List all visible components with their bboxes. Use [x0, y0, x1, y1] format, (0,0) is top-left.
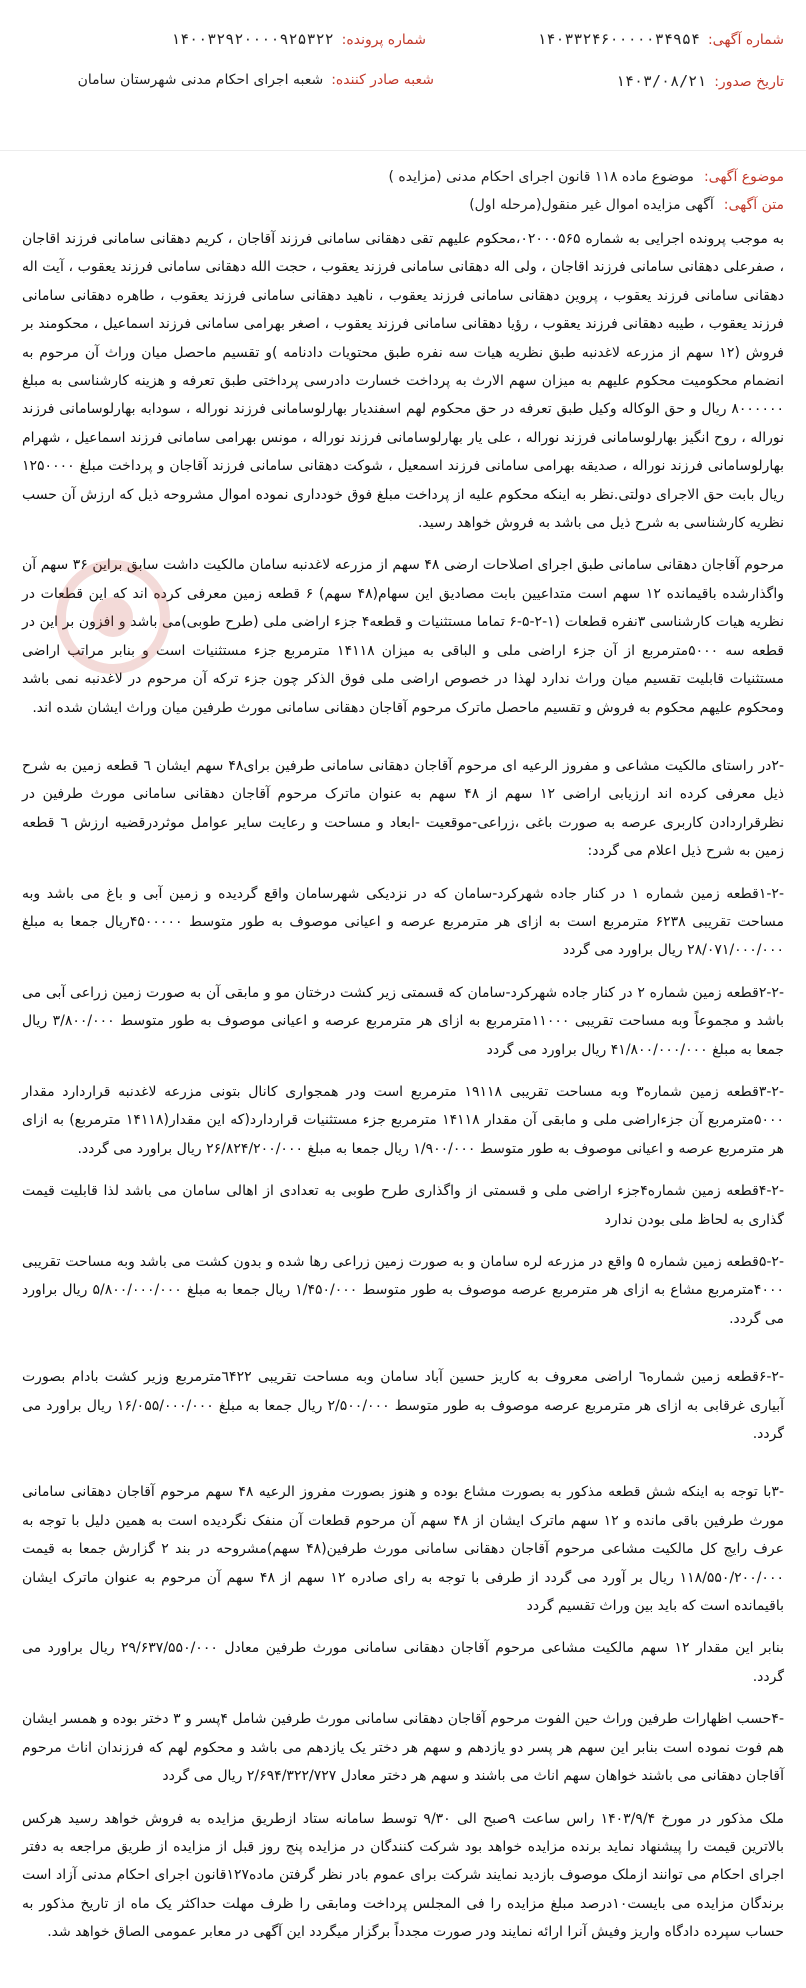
paragraph-2-5: -۵-۲قطعه زمین شماره ۵ واقع در مزرعه لره سامان و به صورت زمین زراعی رها شده و بدون کشت می باشد وبه مساحت تقریبی ۴۰۰۰مترمربع مشاع به ازای هر مترمربع عرصه موصوف به طور متوسط ۱/۴۵۰/۰۰۰ ریال جمعا به مبلغ ۵/۸۰۰/۰۰۰/۰۰۰ ریال براورد می گردد.	[22, 1254, 785, 1327]
paragraph-2-6: -۶-۲قطعه زمین شماره٦ اراضی معروف به کاریز حسین آباد سامان وبه مساحت تقریبی ٦۴۲۲مترمربع وزیر کشت بادام بصورت آبیاری غرقابی به ازای هر مترمربع عرصه موصوف به طور متوسط ۲/۵۰۰/۰۰۰ ریال جمعا به مبلغ ۱۶/۰۵۵/۰۰۰/۰۰۰ ریال براورد می گردد.	[22, 1369, 785, 1443]
ad-header	[0, 0, 806, 151]
case-number: ۱۴۰۰۳۲۹۲۰۰۰۰۹۲۵۳۲۲	[171, 30, 334, 48]
paragraph-3-conclusion: بنابر این مقدار ۱۲ سهم مالکیت مشاعی مرحوم آقاجان دهقانی سامانی مورث طرفین معادل ۲۹/۶۳۷/۵۵۰/۰۰۰ ریال براورد می گردد.	[22, 1640, 785, 1685]
text-label: متن آگهی:	[723, 197, 784, 213]
paragraph-2-2: -۲-۲قطعه زمین شماره ۲ در کنار جاده شهرکرد-سامان که قسمتی زیر کشت درختان مو و مابقی آن به صورت زمین زراعی آبی می باشد و مجموعاً وبه مساحت تقریبی ۱۱۰۰۰مترمربع به ازای هر مترمربع عرصه و اعیانی موصوف به طور متوسط ۳/۸۰۰/۰۰۰ ریال جمعا به مبلغ ۴۱/۸۰۰/۰۰۰/۰۰۰ ریال براورد می گردد	[22, 984, 785, 1058]
paragraph-3: -۳با توجه به اینکه شش قطعه مذکور به بصورت مشاع بوده و هنوز بصورت مفروز الرعیه ۴۸ سهم مرحوم آقاجان دهقانی سامانی مورث طرفین باقی مانده و ۱۲ سهم ماترک ایشان از ۴۸ سهم آن مرحوم قطعات آن منفک نگردیده است به همین دلیل با توجه به عرف رایج کل مالکیت مشاعی مرحوم آقاجان دهقانی سامانی مورث طرفین(۴۸ سهم)مشروحه در بند ۲ گزارش جمعا به قیمت ۱۱۸/۵۵۰/۲۰۰/۰۰۰ ریال بر آورد می گردد از طرفی با توجه به رای صادره ۱۲ سهم از ۴۸ سهم آن مرحوم به عنوان ماترک ایشان باقیمانده است که باید بین وراث تقسیم گردد	[22, 1484, 785, 1615]
paragraph-2-3: -۳-۲قطعه زمین شماره۳ وبه مساحت تقریبی ۱۹۱۱۸ مترمربع است ودر همجواری کانال بتونی مزرعه لاغدنبه قراردارد مقدار ۵۰۰۰مترمربع آن جزءاراضی ملی و مابقی آن مقدار ۱۴۱۱۸ مترمربع جزء مستثنیات قراردارد(که این مقدار(۱۴۱۱۸ مترمربع) به ازای هر مترمربع عرصه و اعیانی موصوف به طور متوسط ۱/۹۰۰/۰۰۰ ریال جمعا به مبلغ ۲۶/۸۲۴/۲۰۰/۰۰۰ ریال براورد می گردد.	[22, 1083, 785, 1157]
issuer-row	[78, 72, 434, 88]
paragraph-2-1: -۱-۲قطعه زمین شماره ۱ در کنار جاده شهرکرد-سامان که در نزدیکی شهرسامان واقع گردیده و زمین آبی و باغ می باشد وبه مساحت تقریبی ۶۲۳۸ مترمربع است به ازای هر مترمربع عرصه و اعیانی موصوف به طور متوسط ۴۵۰۰۰۰۰ریال جمعا به مبلغ ۲۸/۰۷۱/۰۰۰/۰۰۰ ریال براورد می گردد	[22, 885, 784, 959]
paragraph-auction: ملک مذکور در مورخ ۱۴۰۳/۹/۴ راس ساعت ۹صبح الی ۹/۳۰ توسط سامانه ستاد ازطریق مزایده به فروش خواهد رسید هرکس بالاترین قیمت را پیشنهاد نماید برنده مزایده خواهد بود شرکت کنندگان در مزایده پنج روز قبل از مزایده از طریق مراجعه به دفتر اجرای احکام می توانند ازملک موصوف بازدید نمایند شرکت برای عموم بادر نظر گرفتن ماده۱۲۷قانون اجرای احکام مدنی آزاد است برندگان مزایده می بایست۱۰درصد مبلغ مزایده را فی المجلس پرداخت ومابقی را ظرف مهلت حداکثر یک ماه از تاریخ مذکور به حساب سپرده دادگاه واریز وفیش آنرا ارائه نمایند ودر صورت مجدداً برگزار میگردد این آگهی در معابر عمومی الصاق خواهد شد.	[22, 1810, 785, 1941]
paragraph-intro: به موجب پرونده اجرایی به شماره ۰۲۰۰۰۵۶۵،محکوم علیهم تقی دهقانی سامانی فرزند آقاجان ، کریم دهقانی سامانی فرزند اقاجان ، صفرعلی دهقانی سامانی فرزند اقاجان ، ولی اله دهقانی سامانی فرزند یعقوب ، حجت الله دهقانی سامانی فرزند یعقوب ، آیت اله دهقانی سامانی فرزند یعقوب ، پروین دهقانی سامانی فرزند یعقوب ، ناهید دهقانی سامانی فرزند یعقوب ، طاهره دهقانی سامانی فرزند یعقوب ، طیبه دهقانی فرزند یعقوب ، رؤیا دهقانی سامانی فرزند یعقوب ، اصغر بهرامی سامانی فرزند اسماعیل ، محکومند بر فروش (۱۲ سهم از مزرعه لاغدنبه طبق نظریه هیات سه نفره طبق محتویات دادنامه )و تقسیم ماحصل میان وراث آن مرحوم به انضمام محکومیت محکوم علیهم به میزان سهم الارث به پرداخت خسارت دادرسی پرداختی طبق تعرفه و هزینه کارشناسی به مبلغ ۸۰۰۰۰۰۰ ریال و حق الوکاله وکیل طبق تعرفه در حق محکوم لهم اسفندیار بهارلوسامانی فرزند نوراله ، سودابه بهارلوسامانی فرزند نوراله ، روح انگیز بهارلوسامانی فرزند نوراله ، علی یار بهارلوسامانی فرزند نوراله ، مونس بهرامی سامانی فرزند اسماعیل ، شهرام بهارلوسامانی فرزند نوراله ، صدیقه بهرامی سامانی فرزند اسمعیل ، شوکت دهقانی سامانی فرزند آقاجان و پرداخت مبلغ ۱۲۵۰۰۰۰ ریال بابت حق الاجرای دولتی.نظر به اینکه محکوم علیه از پرداخت مبلغ فوق خودداری نموده اموال مشروحه ذیل که ارزش آن حسب نظریه کارشناسی به شرح ذیل می باشد به فروش خواهد رسید.	[22, 231, 785, 532]
subject-label: موضوع آگهی:	[703, 169, 784, 185]
paragraph-2: -۲در راستای مالکیت مشاعی و مفروز الرعیه ای مرحوم آقاجان دهقانی سامانی طرفین برای۴۸ سهم ایشان ٦ قطعه زمین به شرح ذیل معرفی کرده اند ارزیابی اراضی ۱۲ سهم از ۴۸ سهم به عنوان ماترک مرحوم آقاجان دهقانی سامانی مورث طرفین در نظرقراردادن کاربری عرصه به صورت باغی ،زراعی-موقعیت -ابعاد و مساحت و رعایت سایر عوامل موثردرقضیه ارزش ٦ قطعه زمین به شرح ذیل اعلام می گردد:	[22, 757, 785, 860]
issue-date-label: تاریخ صدور:	[714, 74, 784, 90]
paragraph-1: مرحوم آقاجان دهقانی سامانی طبق اجرای اصلاحات ارضی ۴۸ سهم از مزرعه لاغدنبه سامان مالکیت داشت سابق براین ۳۶ سهم آن واگذارشده باقیمانده ۱۲ سهم است متداعیین بابت مصادیق این سهام(۴۸ سهم) ۶ قطعه زمین معرفی کرده اند که این قطعات در نظریه هیات کارشناسی ۳نفره قطعات (۱-۲-۵-۶ تماما مستثنیات و قطعه۴ جزء اراضی ملی (طرح طوبی)می باشد و افزون بر این در قطعه سه ۵۰۰۰مترمربع از آن جزء اراضی ملی و الباقی به میزان ۱۴۱۱۸ مترمربع جزء مستثنیات است و بنابر مراتب اراضی مستثنیات قابلیت تقسیم میان وراث ندارد لهذا در خصوص اراضی ملی فوق الذکر چون جزء ترکه آن مرحوم در لاغدنبه نمی باشد ومحکوم علیهم محکوم به فروش و تقسیم ماحصل ماترک مرحوم آقاجان دهقانی سامانی مورث طرفین میان وراث ایشان شده اند.	[22, 557, 785, 716]
issuer: شعبه اجرای احکام مدنی شهرستان سامان	[77, 72, 324, 88]
case-number-label: شماره پرونده:	[341, 32, 426, 48]
subject-line	[22, 169, 784, 185]
subject: موضوع ماده ۱۱۸ قانون اجرای احکام مدنی (مزایده )	[388, 169, 694, 185]
ad-body	[0, 225, 806, 1947]
watermark-logo	[28, 552, 198, 682]
ad-number-row	[537, 30, 784, 48]
paragraph-2-4: -۴-۲قطعه زمین شماره۴جزء اراضی ملی و قسمتی از واگذاری طرح طوبی به تعدادی از اهالی سامان می باشد لذا قابلیت قیمت گذاری به لحاظ ملی بودن ندارد	[22, 1183, 784, 1228]
text-title: آگهی مزایده اموال غیر منقول(مرحله اول)	[469, 197, 714, 213]
issuer-label: شعبه صادر کننده:	[331, 72, 434, 88]
ad-number-label: شماره آگهی:	[707, 32, 784, 48]
issue-date-row	[616, 72, 784, 90]
ad-number: ۱۴۰۳۳۲۴۶۰۰۰۰۰۳۴۹۵۴	[537, 30, 700, 48]
case-number-row	[171, 30, 426, 48]
issue-date: ۱۴۰۳/۰۸/۲۱	[615, 72, 707, 90]
text-title-line	[22, 197, 784, 213]
paragraph-4: -۴حسب اظهارات طرفین وراث حین الفوت مرحوم آقاجان دهقانی سامانی مورث طرفین شامل ۴پسر و ۳ دختر بوده و همسر ایشان هم فوت نموده است بنابر این سهم هر پسر دو یازدهم و سهم هر دختر یک یازدهم می باشد و محکوم لهم که فرزندان اناث مرحوم آقاجان دهقانی می باشند خواهان سهم اناث می باشند و سهم هر دختر معادل ۲/۶۹۴/۳۲۲/۷۲۷ ریال می گردد	[22, 1711, 784, 1785]
ad-meta	[0, 169, 806, 213]
